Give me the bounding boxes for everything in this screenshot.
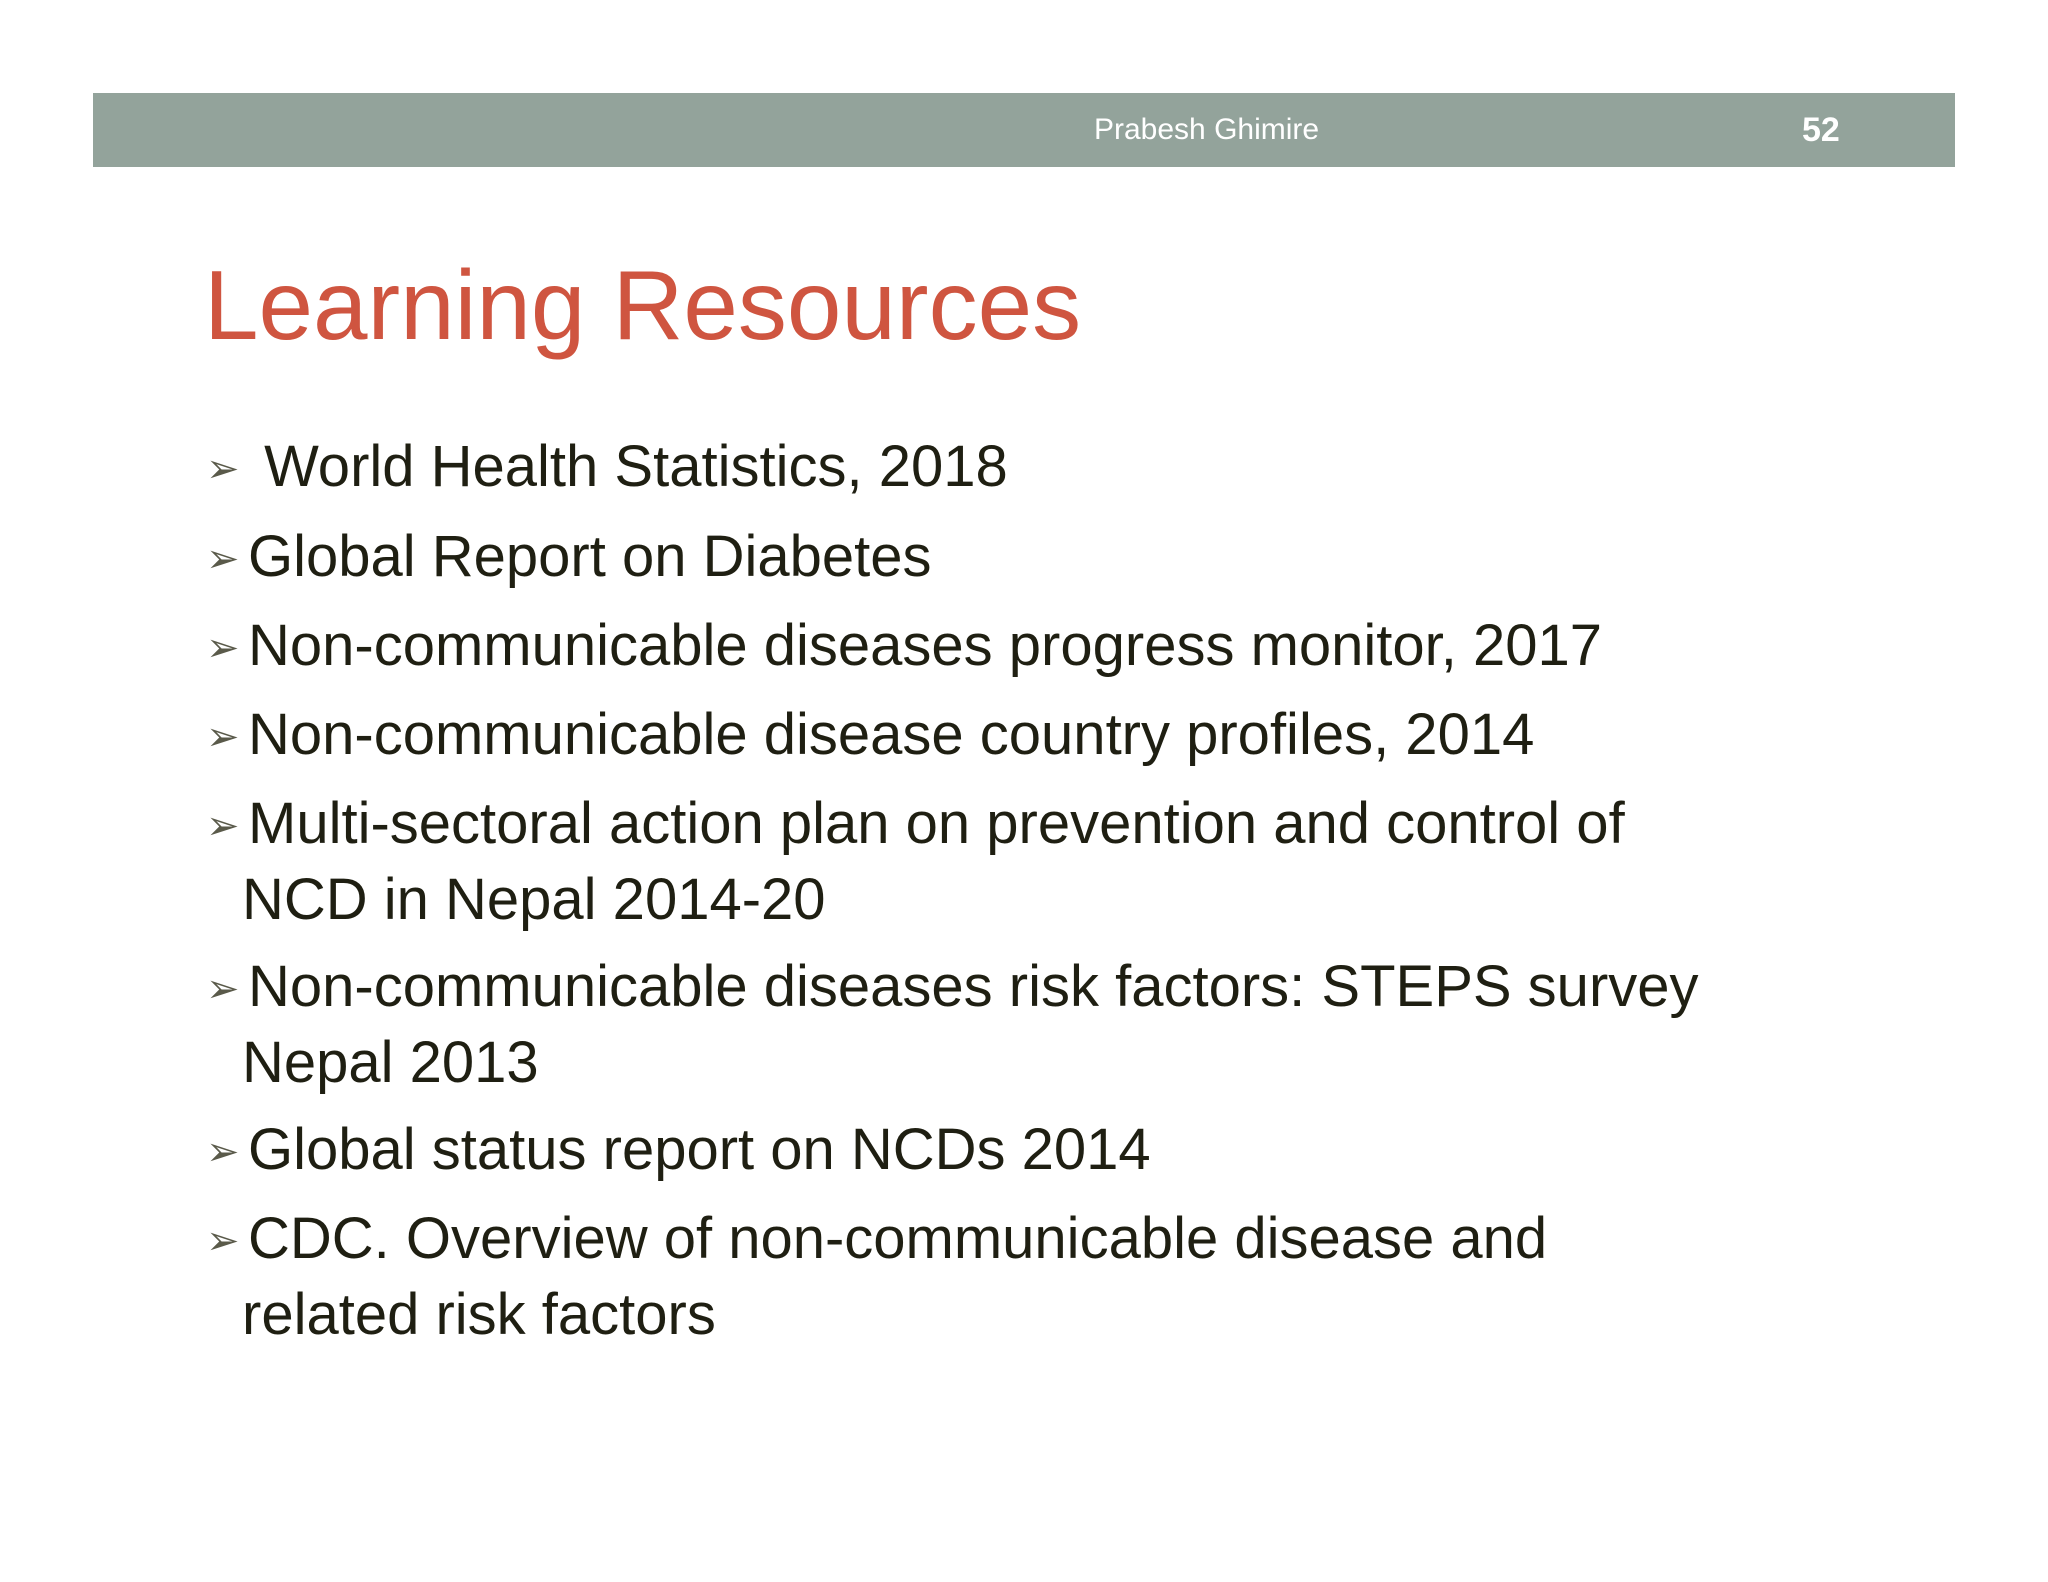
list-item	[206, 1113, 1151, 1189]
list-item-text: Global status report on NCDs 2014	[248, 1117, 1151, 1182]
arrow-bullet-icon: ➢	[206, 715, 240, 759]
list-item	[206, 609, 1602, 685]
arrow-bullet-icon: ➢	[206, 537, 240, 581]
list-item-text: Global Report on Diabetes	[248, 524, 932, 589]
list-item	[206, 950, 1699, 1100]
list-item	[206, 520, 932, 596]
arrow-bullet-icon: ➢	[206, 804, 240, 848]
arrow-bullet-icon: ➢	[206, 447, 240, 491]
list-item-text-continued: NCD in Nepal 2014-20	[242, 867, 826, 932]
header-author: Prabesh Ghimire	[1094, 113, 1320, 146]
list-item-text: CDC. Overview of non-communicable disease and	[248, 1206, 1548, 1271]
list-item	[206, 698, 1534, 774]
list-item-text: World Health Statistics, 2018	[248, 434, 1008, 499]
list-item-text-continued: Nepal 2013	[242, 1030, 539, 1095]
list-item-text: Non-communicable disease country profiles, 2014	[248, 702, 1535, 767]
list-item	[206, 1202, 1547, 1352]
arrow-bullet-icon: ➢	[206, 967, 240, 1011]
list-item	[206, 787, 1625, 937]
page-number: 52	[1802, 111, 1840, 149]
list-item-text: Non-communicable diseases progress monitor, 2017	[248, 613, 1603, 678]
arrow-bullet-icon: ➢	[206, 1219, 240, 1263]
list-item-text: Multi-sectoral action plan on prevention and control of	[248, 791, 1625, 856]
slide-title: Learning Resources	[204, 250, 1082, 360]
arrow-bullet-icon: ➢	[206, 626, 240, 670]
header-bar	[93, 93, 1955, 167]
list-item	[206, 430, 1008, 506]
list-item-text: Non-communicable diseases risk factors: STEPS survey	[248, 954, 1699, 1019]
arrow-bullet-icon: ➢	[206, 1130, 240, 1174]
list-item-text-continued: related risk factors	[242, 1282, 716, 1347]
